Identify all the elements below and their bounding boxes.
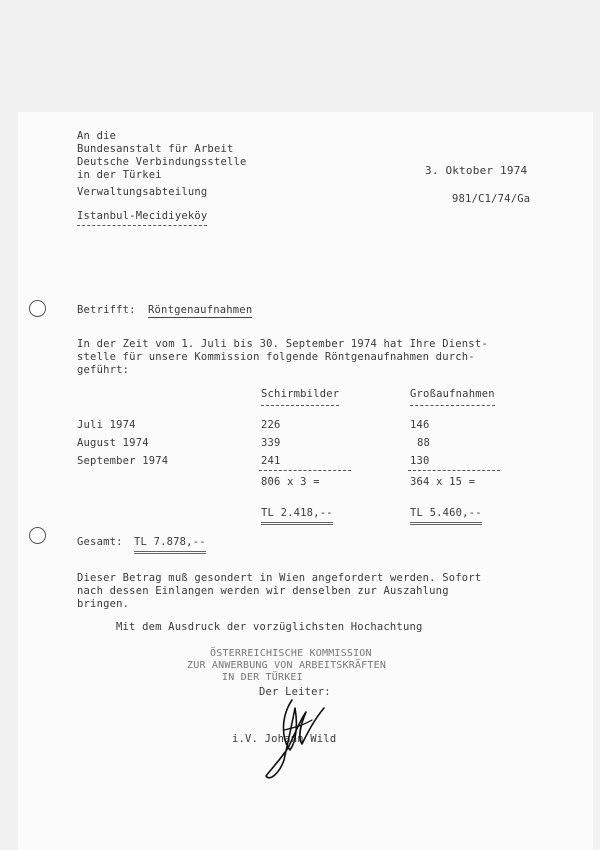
closing-line: Dieser Betrag muß gesondert in Wien angefordert werden. Sofort <box>77 572 482 584</box>
address-line: Verwaltungsabteilung <box>77 186 208 198</box>
address-line: in der Türkei <box>77 169 162 181</box>
stamp-line: ÖSTERREICHISCHE KOMMISSION <box>210 648 372 659</box>
intro-line: In der Zeit vom 1. Juli bis 30. September 1974 hat Ihre Dienst- <box>77 338 488 350</box>
address-line: Deutsche Verbindungsstelle <box>77 156 247 168</box>
address-city: Istanbul-Mecidiyeköy <box>77 210 207 226</box>
calc-schirm: 806 x 3 = <box>261 476 320 488</box>
address-line: Bundesanstalt für Arbeit <box>77 143 234 155</box>
sum-rule <box>408 470 500 471</box>
sum-rule <box>259 470 351 471</box>
stamp-line: IN DER TÜRKEI <box>222 672 303 683</box>
row-schirm-value: 241 <box>261 455 281 467</box>
column-header-schirmbilder: Schirmbilder <box>261 388 339 406</box>
subject-value: Röntgenaufnahmen <box>148 304 253 316</box>
subject-label: Betrifft: <box>77 304 136 316</box>
row-gross-value: 130 <box>410 455 430 467</box>
row-month: Juli 1974 <box>77 419 136 431</box>
calc-gross: 364 x 15 = <box>410 476 476 488</box>
closing-line: nach dessen Einlangen werden wir denselben zur Auszahlung <box>77 585 449 597</box>
row-schirm-value: 339 <box>261 437 281 449</box>
subtotal-schirm: TL 2.418,-- <box>261 507 333 525</box>
row-gross-value: 88 <box>417 437 431 449</box>
row-gross-value: 146 <box>410 419 430 431</box>
punch-hole <box>29 527 46 544</box>
signatory-name: i.V. Johann Wild <box>232 733 337 745</box>
handwritten-signature <box>262 690 342 790</box>
subtotal-gross: TL 5.460,-- <box>410 507 482 525</box>
column-header-grossaufnahmen: Großaufnahmen <box>410 388 495 406</box>
greeting: Mit dem Ausdruck der vorzüglichsten Hochachtung <box>116 621 423 633</box>
reference-number: 981/C1/74/Ga <box>452 193 531 205</box>
stamp-line: ZUR ANWERBUNG VON ARBEITSKRÄFTEN <box>187 660 387 671</box>
leiter-label: Der Leiter: <box>259 686 331 698</box>
row-month: August 1974 <box>77 437 149 449</box>
intro-line: geführt: <box>77 364 130 376</box>
closing-line: bringen. <box>77 598 130 610</box>
row-schirm-value: 226 <box>261 419 281 431</box>
intro-line: stelle für unsere Kommission folgende Röntgenaufnahmen durch- <box>77 351 475 363</box>
row-month: September 1974 <box>77 455 169 467</box>
total-label: Gesamt: <box>77 536 123 548</box>
letter-date: 3. Oktober 1974 <box>425 164 528 177</box>
punch-hole <box>29 300 46 317</box>
total-value: TL 7.878,-- <box>134 536 206 554</box>
address-line: An die <box>77 130 117 142</box>
